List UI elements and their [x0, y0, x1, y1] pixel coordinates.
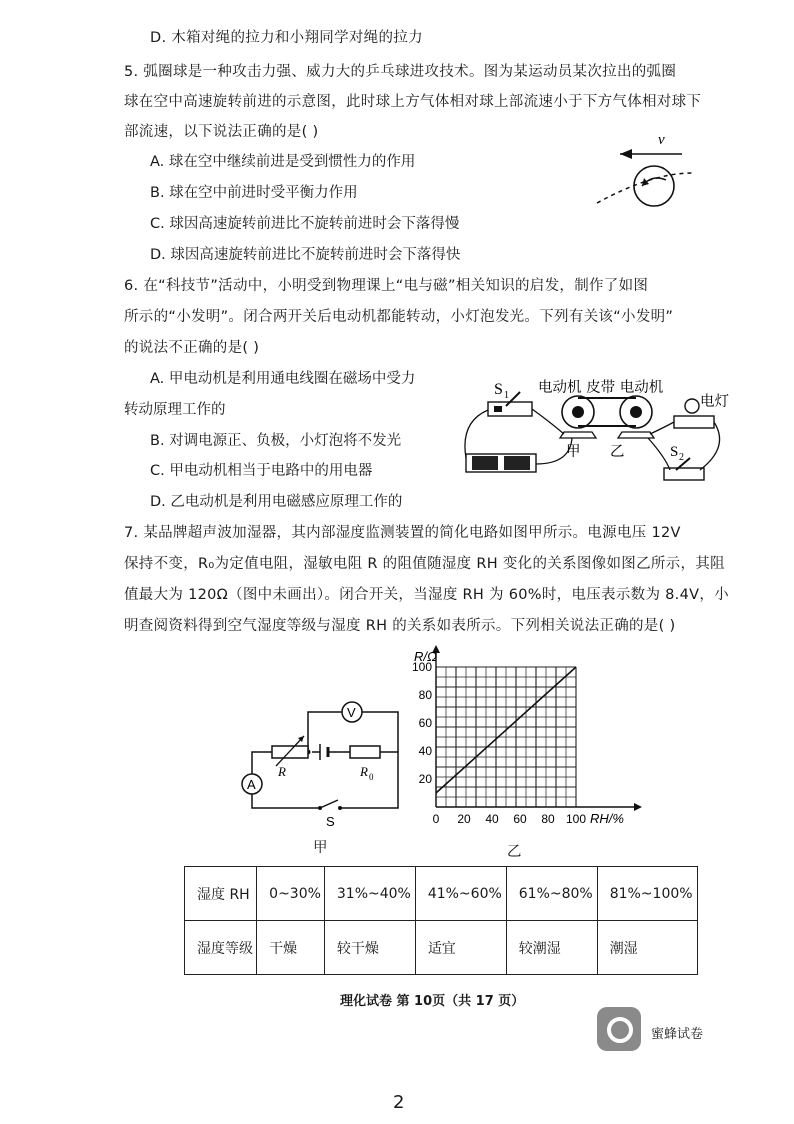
chart-ylabel: R/Ω: [414, 649, 437, 664]
x-axis-arrow: [634, 803, 642, 811]
x-tick-label: 80: [541, 812, 555, 826]
r0-sub-label: 0: [369, 772, 374, 782]
brand-name: 蜜蜂试卷: [651, 1027, 704, 1042]
chart-caption: 乙: [507, 844, 522, 860]
r-label: R: [278, 764, 286, 779]
q6-stem-line3: 的说法不正确的是( ): [124, 340, 260, 356]
s1-label: S: [494, 381, 503, 398]
motor-jia-label: 甲: [566, 444, 581, 460]
table-row: [185, 867, 698, 921]
motor-belt-label: 电动机 皮带 电动机: [538, 380, 664, 396]
lamp-label: 电灯: [700, 394, 729, 410]
switch-label: S: [326, 814, 335, 828]
x-tick-label: 60: [513, 812, 527, 826]
table-row: [185, 921, 698, 975]
r0-label: R: [360, 764, 368, 779]
brand-logo-icon: [597, 1007, 641, 1051]
table-cell: 31%~40%: [324, 867, 415, 921]
motor-yi-label: 乙: [610, 444, 625, 460]
q6-option-a-line2: 转动原理工作的: [124, 402, 226, 418]
ammeter-label: A: [247, 777, 256, 792]
q6-option-b: B. 对调电源正、负极，小灯泡将不发光: [150, 433, 402, 449]
chart-axes: [432, 645, 642, 811]
footer-text: 理化试卷 第 10页（共 17 页）: [340, 994, 525, 1009]
humidity-table: [184, 866, 698, 975]
q7-stem-line1: 7. 某品牌超声波加湿器，其内部湿度监测装置的简化电路如图甲所示。电源电压 12V: [124, 525, 681, 541]
motor-circuit-figure: [460, 372, 750, 494]
q7-stem-line2: 保持不变，R₀为定值电阻，湿敏电阻 R 的阻值随湿度 RH 变化的关系图像如图乙所示，其阻: [124, 556, 725, 572]
s2-sub-label: 2: [679, 452, 684, 463]
table-cell: 81%~100%: [597, 867, 697, 921]
q5-option-d: D. 球因高速旋转前进比不旋转前进时会下落得快: [150, 247, 461, 263]
chart-grid: [436, 667, 576, 807]
table-cell: 湿度 RH: [185, 867, 257, 921]
x-tick-label: 20: [457, 812, 471, 826]
table-cell: 适宜: [415, 921, 506, 975]
voltmeter-label: V: [347, 705, 356, 720]
humidity-circuit-figure: [232, 690, 412, 828]
table-cell: 干燥: [257, 921, 325, 975]
q6-stem-line1: 6. 在“科技节”活动中，小明受到物理课上“电与磁”相关知识的启发，制作了如图: [124, 278, 649, 294]
page-number: 2: [393, 1092, 405, 1113]
q5-stem-line2: 球在空中高速旋转前进的示意图，此时球上方气体相对球上部流速小于下方气体相对球下: [124, 94, 702, 110]
table-cell: 61%~80%: [506, 867, 597, 921]
circuit-caption: 甲: [313, 840, 328, 856]
y-tick-label: 80: [418, 688, 432, 702]
q6-option-d: D. 乙电动机是利用电磁感应原理工作的: [150, 494, 403, 510]
chart-xlabel: RH/%: [590, 811, 624, 826]
q5-option-a: A. 球在空中继续前进是受到惯性力的作用: [150, 154, 416, 170]
velocity-label: v: [658, 132, 665, 148]
s2-label: S: [670, 444, 679, 460]
table-cell: 湿度等级: [185, 921, 257, 975]
y-tick-label: 100: [411, 660, 432, 674]
q6-stem-line2: 所示的“小发明”。闭合两开关后电动机都能转动，小灯泡发光。下列有关该“小发明”: [124, 309, 674, 325]
table-cell: 0~30%: [257, 867, 325, 921]
q5-stem-line3: 部流速，以下说法正确的是( ): [124, 124, 319, 140]
x-tick-label: 100: [565, 812, 587, 826]
q7-stem-line3: 值最大为 120Ω（图中未画出）。闭合开关，当湿度 RH 为 60%时，电压表示数为 8.4V，小: [124, 587, 729, 603]
table-cell: 较潮湿: [506, 921, 597, 975]
x-tick-label: 40: [485, 812, 499, 826]
y-tick-label: 40: [418, 744, 432, 758]
q6-option-a-line1: A. 甲电动机是利用通电线圈在磁场中受力: [150, 371, 416, 387]
chart-ticks: [412, 660, 586, 826]
spinning-ball-figure: [592, 128, 702, 218]
table-cell: 较干燥: [324, 921, 415, 975]
table-cell: 潮湿: [597, 921, 697, 975]
q5-stem-line1: 5. 弧圈球是一种攻击力强、威力大的乒乓球进攻技术。图为某运动员某次拉出的弧圈: [124, 64, 677, 80]
q4-option-d: D. 木箱对绳的拉力和小翔同学对绳的拉力: [150, 30, 423, 46]
y-tick-label: 60: [418, 716, 432, 730]
s1-sub-label: 1: [504, 390, 509, 401]
table-cell: 41%~60%: [415, 867, 506, 921]
q7-stem-line4: 明查阅资料得到空气湿度等级与湿度 RH 的关系如表所示。下列相关说法正确的是( ): [124, 618, 676, 634]
q5-option-b: B. 球在空中前进时受平衡力作用: [150, 185, 358, 201]
y-tick-label: 20: [418, 772, 432, 786]
q5-option-c: C. 球因高速旋转前进比不旋转前进时会下落得慢: [150, 216, 460, 232]
rh-resistance-chart: [402, 645, 642, 830]
q6-option-c: C. 甲电动机相当于电路中的用电器: [150, 463, 373, 479]
x-tick-label: 0: [432, 812, 440, 826]
